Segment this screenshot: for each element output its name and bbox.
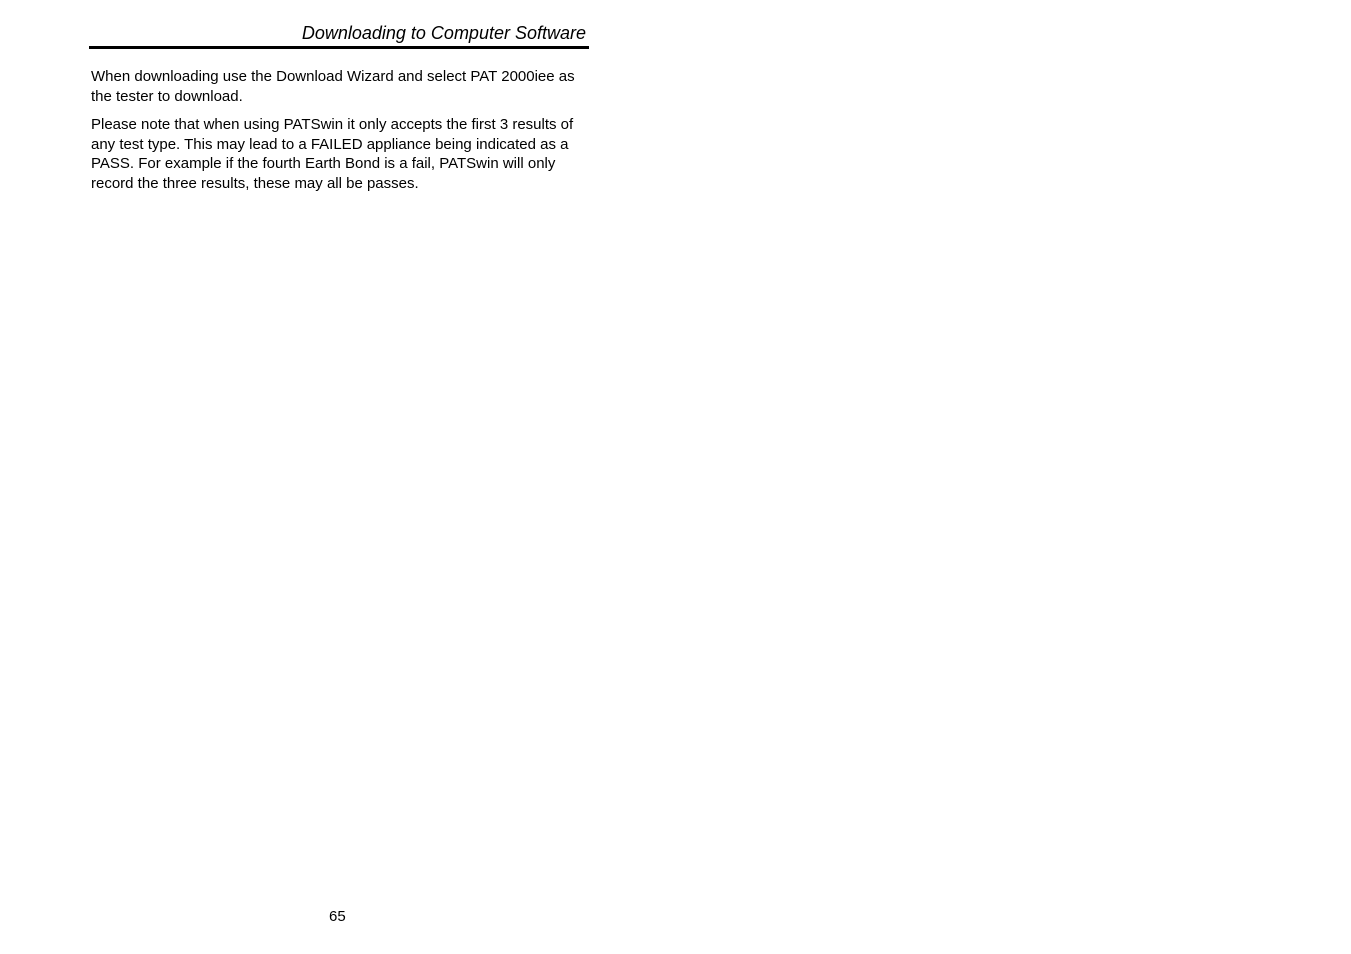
page-number: 65 xyxy=(329,908,346,925)
section-title: Downloading to Computer Software xyxy=(301,23,586,43)
section-header xyxy=(89,21,589,49)
paragraph-download-wizard: When downloading use the Download Wizard and select PAT 2000iee as the tester to download. xyxy=(91,68,575,105)
paragraph-patswin-note: Please note that when using PATSwin it only accepts the first 3 results of any test type. This may lead to a FAILED appliance being indicated as a PASS. For example if the fourth Earth Bond is a fail, PATSwin will only record the three results, these may all be passes. xyxy=(91,116,574,192)
